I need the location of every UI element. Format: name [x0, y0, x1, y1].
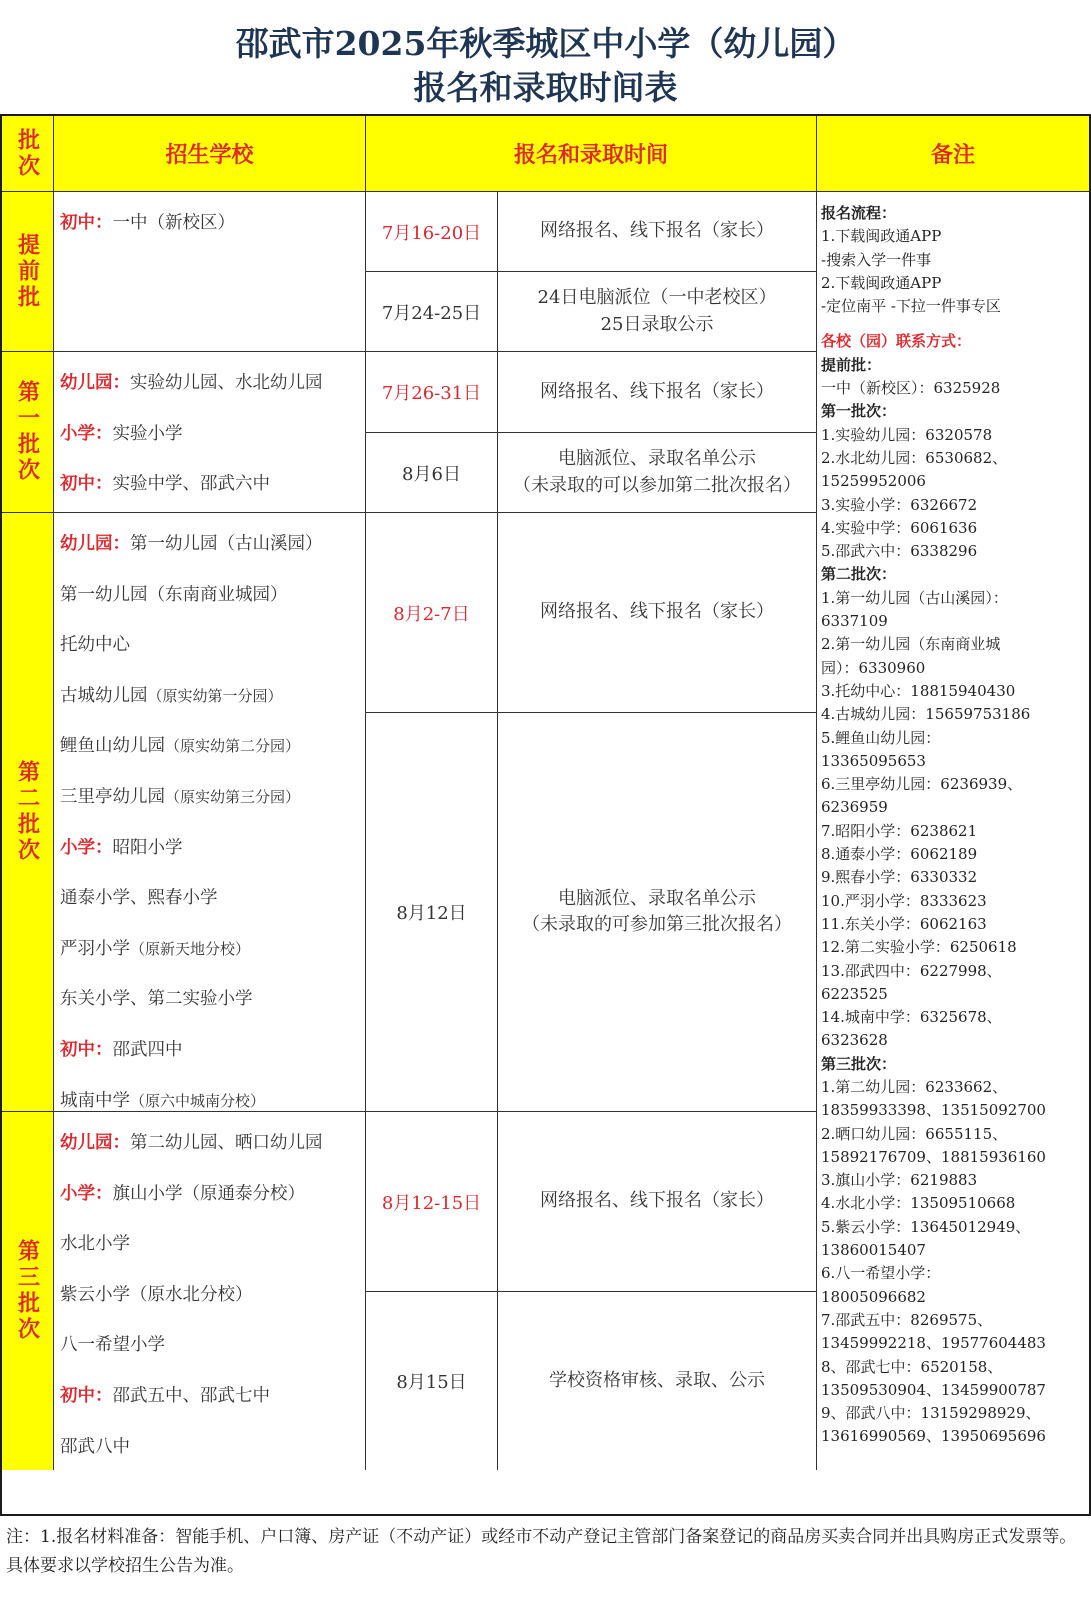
remark-line: 7.邵武五中：8269575、: [821, 1310, 993, 1329]
batch-name: 提前批: [14, 232, 41, 311]
time-date: 7月24-25日: [381, 302, 482, 324]
remark-line: 1.第一幼儿园（古山溪园）：: [821, 588, 1008, 607]
school-entry: [60, 620, 365, 671]
time-date-cell: [366, 192, 498, 272]
remark-line: 5.紫云小学：13645012949、: [821, 1217, 1031, 1236]
time-date: 7月26-31日: [381, 383, 482, 404]
remark-line: 4.水北小学：13509510668: [821, 1194, 1016, 1213]
time-date-cell: [366, 513, 498, 713]
remark-line: 13365095653: [821, 751, 926, 770]
remark-heading: 报名流程：: [821, 204, 897, 222]
school-name: 实验中学、邵武六中: [112, 474, 270, 495]
title-line-2: 报名和录取时间表: [413, 68, 678, 107]
time-date-cell: [366, 1292, 498, 1470]
remark-line: 6236959: [821, 798, 888, 817]
remark-line: 13616990569、13950695696: [821, 1427, 1046, 1446]
school-name: 鲤鱼山幼儿园: [60, 736, 165, 757]
school-name: 古城幼儿园: [60, 685, 148, 706]
school-category: 小学：: [60, 837, 113, 858]
time-date-cell: [366, 352, 498, 433]
school-name: 第一幼儿园（东南商业城园）: [60, 584, 288, 605]
time-action: 电脑派位、录取名单公示: [558, 887, 756, 909]
remark-line: 1.第二幼儿园：6233662、: [821, 1077, 1008, 1096]
remark-line: 3.实验小学：6326672: [821, 495, 978, 514]
school-entry: [60, 671, 365, 722]
school-entry: [60, 924, 365, 975]
school-name: 东关小学、第二实验小学: [60, 989, 253, 1010]
time-action-cell: [498, 433, 817, 513]
remark-line: 1.实验幼儿园：6320578: [821, 425, 993, 444]
remark-line: 4.实验中学：6061636: [821, 518, 978, 537]
time-action-cell: [498, 1112, 817, 1292]
remark-line: 2.第一幼儿园（东南商业城: [821, 635, 1001, 654]
time-date-cell: [366, 713, 498, 1112]
title-line-1: 邵武市2025年秋季城区中小学（幼儿园）: [235, 24, 856, 63]
remark-line: 10.严羽小学：8333623: [821, 891, 987, 910]
batch-name-cell: [2, 352, 54, 513]
batch-name: 第一批次: [14, 380, 41, 484]
time-action-cell: [498, 192, 817, 272]
header-remark: [817, 116, 1089, 192]
remark-line: 2.下载闽政通APP: [821, 273, 942, 292]
batch-name-cell: [2, 513, 54, 1112]
school-name: 严羽小学: [60, 938, 130, 959]
school-name: 第一幼儿园（古山溪园）: [130, 534, 323, 554]
school-name: 实验幼儿园、水北幼儿园: [130, 373, 323, 393]
school-entry: [60, 823, 365, 874]
time-date: 7月16-20日: [381, 222, 482, 244]
school-list-cell: [54, 1112, 366, 1470]
time-date: 8月12-15日: [381, 1192, 482, 1214]
header-batch: [2, 116, 54, 192]
time-action: 电脑派位、录取名单公示: [558, 448, 756, 470]
time-date-cell: [366, 272, 498, 352]
document-title: [0, 0, 1091, 114]
schedule-table: [0, 114, 1091, 1516]
batch-name-cell: [2, 192, 54, 352]
remark-heading: 各校（园）联系方式：: [821, 332, 972, 351]
time-date: 8月2-7日: [393, 603, 470, 625]
school-name: 城南中学: [60, 1090, 130, 1111]
school-entry: [60, 570, 365, 621]
school-entry: [60, 1169, 365, 1220]
remark-line: 6.八一希望小学：: [821, 1264, 941, 1283]
school-entry: [60, 409, 365, 460]
time-action: 网络报名、线下报名（家长）: [540, 1190, 774, 1212]
time-action: 24日电脑派位（一中老校区）: [537, 287, 777, 309]
school-name: 昭阳小学: [112, 837, 183, 858]
school-note: （原实幼第一分园）: [147, 686, 283, 705]
time-action: 网络报名、线下报名（家长）: [540, 380, 774, 402]
time-action-cell: [498, 713, 817, 1112]
school-entry: [60, 772, 365, 823]
school-entry: [60, 358, 365, 409]
school-category: 幼儿园：: [60, 373, 130, 393]
footnote: 注：1.报名材料准备：智能手机、户口簿、房产证（不动产证）或经市不动产登记主管部门备案登记的商品房买卖合同并出具购房正式发票等。具体要求以学校招生公告为准。: [6, 1527, 1077, 1576]
remark-line: 13459992218、19577604483: [821, 1334, 1046, 1353]
time-action: （未录取的可以参加第二批次报名）: [513, 474, 801, 496]
school-category: 幼儿园：: [60, 534, 130, 554]
remark-line: 4.古城幼儿园：15659753186: [821, 705, 1031, 724]
school-category: 幼儿园：: [60, 1133, 130, 1153]
school-entry: [60, 1025, 365, 1076]
remark-line: [821, 318, 1089, 330]
time-action-cell: [498, 1292, 817, 1470]
time-date-cell: [366, 1112, 498, 1292]
remark-line: 6323628: [821, 1031, 888, 1050]
time-action: （未录取的可参加第三批次报名）: [522, 914, 792, 935]
school-entry: [60, 1270, 365, 1321]
school-entry: [60, 459, 365, 510]
remark-line: 12.第二实验小学：6250618: [821, 938, 1017, 957]
remark-heading: 第一批次：: [821, 402, 897, 421]
remark-line: 6223525: [821, 984, 888, 1003]
school-entry: [60, 974, 365, 1025]
remark-line: 9、邵武八中：13159298929、: [821, 1404, 1041, 1423]
remark-line: 7.昭阳小学：6238621: [821, 821, 978, 840]
school-name: 邵武四中: [112, 1039, 183, 1060]
school-entry: [60, 1371, 365, 1422]
school-name: 旗山小学（原通泰分校）: [112, 1183, 305, 1204]
batch-name: 第二批次: [14, 760, 41, 864]
school-note: （原六中城南分校）: [130, 1091, 266, 1110]
remark-line: 6.三里亭幼儿园：6236939、: [821, 775, 1023, 794]
remark-line: 8.通泰小学：6062189: [821, 845, 978, 864]
school-name: 一中（新校区）: [112, 213, 235, 233]
school-name: 第二幼儿园、晒口幼儿园: [130, 1133, 323, 1153]
school-list-cell: [54, 352, 366, 513]
school-name: 托幼中心: [60, 635, 130, 656]
school-category: 初中：: [60, 1385, 113, 1406]
school-list-cell: [54, 192, 366, 352]
school-entry: [60, 519, 365, 570]
school-note: （原实幼第二分园）: [165, 737, 301, 756]
school-name: 实验小学: [112, 423, 183, 444]
time-date: 8月15日: [396, 1372, 467, 1393]
school-category: 小学：: [60, 1183, 113, 1204]
school-entry: [60, 1320, 365, 1371]
time-date-cell: [366, 433, 498, 513]
time-action: 25日录取公示: [600, 313, 714, 335]
school-entry: [60, 873, 365, 924]
school-name: 邵武五中、邵武七中: [112, 1385, 270, 1406]
remark-line: 14.城南中学：6325678、: [821, 1008, 1002, 1027]
remark-line: 3.旗山小学：6219883: [821, 1171, 978, 1190]
header-school: [54, 116, 366, 192]
school-entry: [60, 1422, 365, 1473]
school-name: 紫云小学（原水北分校）: [60, 1284, 253, 1305]
school-name: 三里亭幼儿园: [60, 786, 165, 807]
remark-line: 园）：6330960: [821, 658, 926, 677]
remark-line: 6337109: [821, 612, 888, 631]
school-entry: [60, 198, 365, 249]
header-batch-label: 批次: [14, 127, 41, 180]
remark-line: 9.熙春小学：6330332: [821, 868, 978, 887]
header-time-label: 报名和录取时间: [513, 142, 668, 168]
remark-line: 5.邵武六中：6338296: [821, 542, 978, 561]
header-school-label: 招生学校: [165, 142, 254, 168]
school-entry: [60, 1219, 365, 1270]
school-category: 初中：: [60, 213, 113, 233]
school-name: 八一希望小学: [60, 1335, 165, 1356]
remarks-cell: [817, 192, 1089, 1470]
school-note: （原新天地分校）: [130, 939, 251, 958]
time-action: 网络报名、线下报名（家长）: [540, 220, 774, 242]
batch-name: 第三批次: [14, 1239, 41, 1343]
remark-line: -搜索入学一件事: [821, 250, 932, 269]
school-name: 通泰小学、熙春小学: [60, 888, 218, 909]
time-date: 8月12日: [396, 903, 467, 924]
remark-line: 18359933398、13515092700: [821, 1101, 1046, 1120]
remark-line: 15259952006: [821, 472, 926, 491]
header-time: [366, 116, 817, 192]
remark-line: 2.晒口幼儿园：6655115、: [821, 1124, 1008, 1143]
remark-line: 2.水北幼儿园：6530682、: [821, 448, 1008, 467]
school-name: 邵武八中: [60, 1436, 130, 1457]
remark-line: 1.下载闽政通APP: [821, 227, 942, 246]
school-entry: [60, 721, 365, 772]
time-action-cell: [498, 513, 817, 713]
school-category: 初中：: [60, 1039, 113, 1060]
batch-name-cell: [2, 1112, 54, 1470]
remark-line: 13.邵武四中：6227998、: [821, 961, 1002, 980]
remark-line: 3.托幼中心：18815940430: [821, 681, 1016, 700]
school-note: （原实幼第三分园）: [165, 787, 301, 806]
time-date: 8月6日: [402, 463, 461, 485]
remark-line: 15892176709、18815936160: [821, 1147, 1046, 1166]
school-list-cell: [54, 513, 366, 1112]
remark-line: -定位南平 -下拉一件事专区: [821, 297, 1001, 316]
remark-line: 8、邵武七中：6520158、: [821, 1357, 1003, 1376]
school-category: 小学：: [60, 423, 113, 444]
time-action: 学校资格审核、录取、公示: [549, 1369, 765, 1391]
header-remark-label: 备注: [930, 142, 975, 168]
remark-line: 13860015407: [821, 1241, 926, 1260]
time-action-cell: [498, 272, 817, 352]
remark-heading: 提前批：: [821, 355, 882, 374]
remark-line: 18005096682: [821, 1287, 926, 1306]
school-entry: [60, 1118, 365, 1169]
remark-line: 11.东关小学：6062163: [821, 914, 987, 933]
time-action-cell: [498, 352, 817, 433]
time-action: 网络报名、线下报名（家长）: [540, 601, 774, 623]
school-name: 水北小学: [60, 1234, 130, 1255]
remark-line: 13509530904、13459900787: [821, 1380, 1046, 1399]
remark-heading: 第三批次：: [821, 1054, 897, 1073]
school-category: 初中：: [60, 474, 113, 495]
remark-line: 5.鲤鱼山幼儿园：: [821, 728, 941, 747]
remark-heading: 第二批次：: [821, 565, 897, 584]
remark-line: 一中（新校区）：6325928: [821, 379, 1001, 398]
